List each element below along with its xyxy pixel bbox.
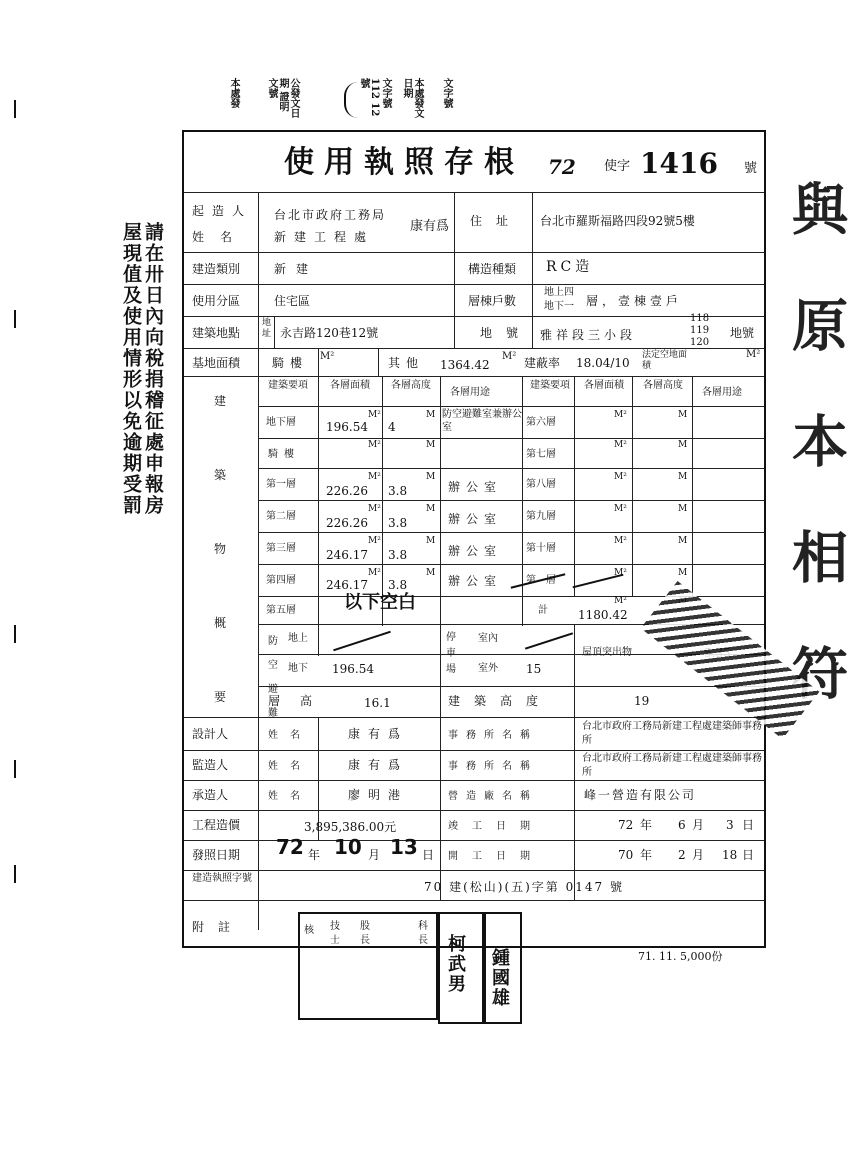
floors-suffix: 層，壹棟壹戶 [586, 294, 683, 308]
permit-form: 使用執照存根 72 使字 1416 號 起造人 姓名 台北市政府工務局 新建工程處 康有爲 住址 台北市羅斯福路四段92號5樓 建造類別 新建 構造種類 RC造 使用分區 住宅區 層棟戶數 地上四 地下一 層，壹棟壹戶 建築地點 地址 永吉路120巷12號 地號 雅祥段三小段 118 119 120 地號 基地面積 騎樓 M² 其他 1364.42 M² 建蔽率 18.04/10 法定空地面積 M² 建 築 物 概 要 建築要項 各層面積 各層高度 各層用途 建築要項 各層面積 各層高度 各層用途 地下層 196.54 4 防空避難室兼辦公室 騎樓 第一層 226.26 3.8 辦公室 第二層 226.26 3.8 辦公室 第三層 246.17 3.8 辦公室 第四層 246.17 3.8 辦公室 第五層 以下空白 第六層 第七層 第八層 第九層 第十層 第層 計 1180.42 M² M M² M M² M M² M M² M M² M M² M M² M M² M M² M M² M M² M M² 防空避難 地上 地下 196.54 停車場 室內 室外 15 屋頂突出物 層高 16.1 建築高度 19 設計人 姓名 康有爲 事務所名稱 台北市政府工務局新建工程處建築師事務所 監造人 姓名 康有爲 事務所名稱 台北市政府工務局新建工程處建築師事務所 承造人 姓名 廖明港 營造廠名稱 峰一營造有限公司 工程造價 3,895,386.00元 竣工日期 72 年 6 月 3 日 發照日期 72 年 10 月 13 日 開工日期 70 年 2 月 18 日 建造執照字號 70 建(松山)(五)字第 0147 號 附註 [182, 130, 766, 948]
address-label: 住址 [470, 214, 523, 228]
floor-name: 第八層 [526, 479, 556, 490]
lot-label: 地號 [480, 326, 533, 340]
margin-mark [14, 760, 16, 778]
floor-height: 3.8 [388, 548, 408, 562]
margin-mark [14, 100, 16, 118]
shelter-above: 地上 [288, 633, 308, 644]
completion-year: 72 [618, 818, 634, 832]
supervisor-name-label: 姓名 [268, 761, 312, 772]
stamp-bracket [344, 82, 358, 118]
blank-stroke [525, 632, 573, 649]
structure-label: 構造種類 [468, 262, 517, 276]
applicant-rep: 康有爲 [410, 219, 450, 234]
building-height-value: 19 [634, 694, 650, 708]
structure-value: RC造 [546, 259, 594, 275]
col-header-use: 各層用途 [702, 387, 742, 398]
margin-mark [14, 865, 16, 883]
chief-seal [438, 912, 484, 1024]
col-header-item: 建築要項 [530, 380, 570, 391]
page-title: 使用執照存根 [284, 145, 524, 180]
storey-height-value: 16.1 [364, 696, 391, 710]
floor-name: 第二層 [266, 511, 296, 522]
floor-use: 辦公室 [448, 512, 503, 526]
floor-height: 3.8 [388, 484, 408, 498]
parking-outdoor: 室外 [478, 663, 498, 674]
site-label: 建築地點 [192, 326, 241, 340]
permit-serial: 1416 [640, 147, 718, 180]
office-label: 事務所名稱 [448, 761, 538, 772]
bldg-label-char: 要 [214, 690, 227, 704]
permit-year: 72 [548, 155, 576, 179]
building-type-value: 新建 [274, 262, 319, 276]
floor-area: 196.54 [326, 420, 368, 434]
floor-name: 第層 [526, 575, 566, 586]
rule [184, 192, 764, 193]
start-label: 開工日期 [448, 851, 544, 862]
designer-label: 設計人 [192, 727, 229, 741]
arcade-label: 騎樓 [272, 356, 309, 370]
floor-name: 第四層 [266, 575, 296, 586]
lot-suffix: 地號 [730, 326, 755, 340]
col-header-use: 各層用途 [450, 387, 490, 398]
supervisor-name: 康有爲 [348, 758, 409, 772]
cost-label: 工程造價 [192, 818, 241, 832]
issue-label: 發照日期 [192, 848, 241, 862]
permit-no-value: 70 建(松山)(五)字第 0147 號 [424, 880, 624, 894]
top-stamp-line: 本處發 [228, 78, 239, 108]
building-type-label: 建造類別 [192, 262, 241, 276]
floor-name: 第七層 [526, 449, 556, 460]
other-area-value: 1364.42 [440, 358, 490, 372]
firm-label: 營造廠名稱 [448, 791, 538, 802]
floor-area: 226.26 [326, 484, 368, 498]
blank-below-stamp: 以下空白 [344, 592, 416, 613]
contractor-firm: 峰一營造有限公司 [584, 788, 697, 802]
designer-name-label: 姓名 [268, 730, 312, 741]
print-run: 71. 11. 5,000份 [638, 950, 723, 963]
col-header-area: 各層面積 [584, 380, 624, 391]
floor-name: 第十層 [526, 543, 556, 554]
signoff-cell: 科長 [418, 921, 428, 946]
floor-use: 辦公室 [448, 574, 503, 588]
chief-seal-name: 柯武男 [445, 934, 466, 994]
top-stamp-line: 本處發文日期 [401, 78, 423, 118]
notice-line-2: 屋現值及使用情形以免逾期受罰 [120, 222, 142, 516]
applicant-name-label: 姓名 [192, 230, 249, 244]
area-unit: M² [320, 351, 335, 362]
col-header-area: 各層面積 [330, 380, 370, 391]
start-year: 70 [618, 848, 634, 862]
parking-label: 停車場 [446, 632, 456, 675]
floor-use: 辦公室 [448, 480, 503, 494]
designer-name: 康有爲 [348, 727, 409, 741]
storey-height-label: 層高 [268, 694, 333, 708]
area-unit: M² [502, 351, 517, 362]
top-stamp-line: 公發文日期 證明文號 [266, 78, 299, 118]
certify-stamp: 與原本相符 [783, 180, 849, 760]
use-zone-label: 使用分區 [192, 294, 241, 308]
office-label: 事務所名稱 [448, 730, 538, 741]
engineer-seal [484, 912, 522, 1024]
parking-outdoor-value: 15 [526, 662, 542, 676]
area-unit: M² [746, 349, 761, 360]
supervisor-office: 台北市政府工務局新建工程處建築師事務所 [582, 753, 762, 778]
remarks-label: 附註 [192, 920, 245, 934]
floor-name: 第五層 [266, 605, 296, 616]
floor-area: 226.26 [326, 516, 368, 530]
designer-office: 台北市政府工務局新建工程處建築師事務所 [582, 721, 762, 746]
floors-label: 層棟戶數 [468, 294, 517, 308]
signoff-box [298, 912, 438, 1020]
contractor-name: 廖明港 [348, 788, 409, 802]
shelter-below: 地下 [288, 663, 308, 674]
floor-name: 第一層 [266, 479, 296, 490]
floor-use: 防空避難室兼辦公室 [442, 409, 522, 433]
applicant-label: 起造人 [192, 204, 253, 218]
engineer-seal-name: 鍾國雄 [489, 948, 510, 1008]
applicant-name-1: 台北市政府工務局 [274, 208, 387, 222]
floor-use: 辦公室 [448, 544, 503, 558]
floors-above: 地上四 [544, 287, 574, 298]
floor-name: 騎樓 [268, 449, 300, 460]
coverage-value: 18.04/10 [576, 356, 630, 370]
floors-below: 地下一 [544, 301, 574, 312]
lot-section: 雅祥段三小段 [540, 328, 637, 342]
use-zone-value: 住宅區 [274, 294, 311, 308]
floor-name: 第六層 [526, 417, 556, 428]
bldg-label-char: 建 [214, 394, 227, 408]
applicant-name-2: 新建工程處 [274, 230, 375, 244]
cost-value: 3,895,386.00元 [304, 820, 397, 834]
bldg-label-char: 物 [214, 542, 227, 556]
col-header-height: 各層高度 [391, 380, 431, 391]
margin-mark [14, 310, 16, 328]
signoff-cell: 核 [304, 925, 314, 936]
bldg-label-char: 築 [214, 468, 227, 482]
site-addr-tag: 地址 [262, 318, 272, 339]
bldg-label-char: 概 [214, 616, 227, 630]
col-header-item: 建築要項 [268, 380, 308, 391]
floor-area: 246.17 [326, 548, 368, 562]
start-month: 2 [678, 848, 686, 862]
top-stamp [226, 78, 466, 118]
completion-label: 竣工日期 [448, 821, 544, 832]
total-label: 計 [538, 605, 548, 616]
floor-name: 第三層 [266, 543, 296, 554]
building-height-label: 建築高度 [448, 694, 553, 708]
floor-name: 第九層 [526, 511, 556, 522]
floor-height: 4 [388, 420, 396, 434]
blank-stroke [333, 631, 391, 651]
roof-label: 屋頂突出物 [582, 647, 632, 658]
issue-month: 10 [334, 835, 362, 859]
site-address: 永吉路120巷12號 [280, 326, 379, 340]
permit-char: 使字 [604, 159, 631, 174]
margin-mark [14, 625, 16, 643]
lot-num: 120 [690, 337, 710, 348]
other-label: 其他 [388, 356, 425, 370]
signoff-cell: 技士 [330, 921, 340, 946]
site-area-label: 基地面積 [192, 356, 241, 370]
lot-num: 118 [690, 313, 710, 324]
col-header-height: 各層高度 [643, 380, 683, 391]
contractor-label: 承造人 [192, 788, 229, 802]
lot-num: 119 [690, 325, 710, 336]
floor-area: 246.17 [326, 578, 368, 592]
top-stamp-line: 文字號 [441, 78, 452, 108]
coverage-label: 建蔽率 [524, 356, 561, 370]
issue-year: 72 [276, 835, 304, 859]
completion-day: 3 [726, 818, 734, 832]
signoff-cell: 股長 [360, 921, 370, 946]
floor-height: 3.8 [388, 578, 408, 592]
permit-no-label: 建造執照字號 [192, 873, 252, 884]
notice-line-1: 請在卅日內向稅捐稽征處申報房 [142, 222, 164, 516]
supervisor-label: 監造人 [192, 758, 229, 772]
applicant-address: 台北市羅斯福路四段92號5樓 [540, 214, 695, 228]
completion-month: 6 [678, 818, 686, 832]
issue-day: 13 [390, 835, 418, 859]
legal-open-label: 法定空地面積 [642, 350, 688, 371]
floor-height: 3.8 [388, 516, 408, 530]
start-day: 18 [722, 848, 738, 862]
contractor-name-label: 姓名 [268, 791, 312, 802]
floor-name: 地下層 [266, 417, 296, 428]
shelter-label: 防空避難 [268, 636, 278, 719]
total-area: 1180.42 [578, 608, 628, 622]
parking-indoor: 室內 [478, 633, 498, 644]
permit-hao: 號 [744, 161, 758, 176]
shelter-below-value: 196.54 [332, 662, 374, 676]
top-stamp-line: 文字號 112 12 號 [358, 78, 391, 117]
